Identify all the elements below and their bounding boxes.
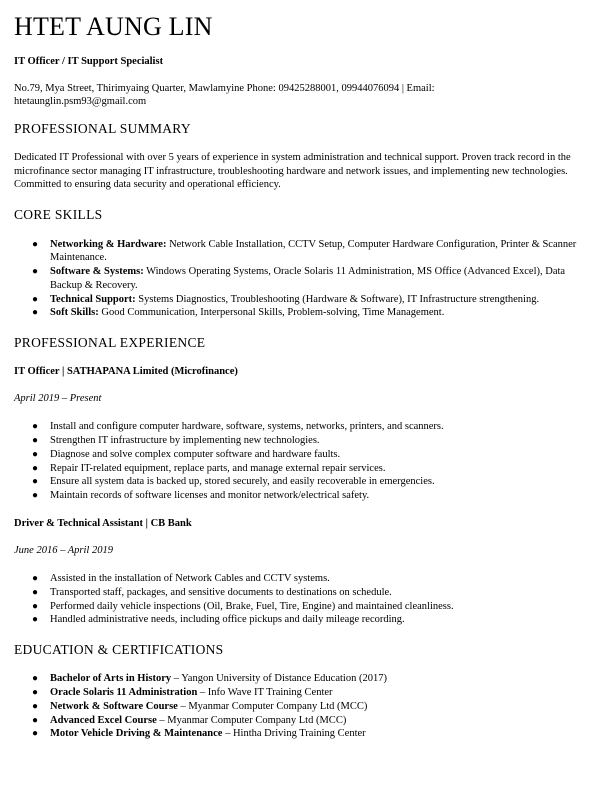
bullet-icon: ●	[32, 307, 39, 319]
credential-institution: – Yangon University of Distance Education (2017)	[171, 673, 387, 685]
list-item	[32, 686, 598, 700]
bullet-icon: ●	[32, 573, 39, 585]
bullet-icon: ●	[32, 462, 39, 474]
credential-name: Network & Software Course	[50, 700, 178, 712]
skill-label: Networking & Hardware:	[50, 238, 167, 250]
job-duties-list	[14, 572, 598, 627]
contact-line-2: htetaunglin.psm93@gmail.com	[14, 96, 147, 107]
credential-institution: – Info Wave IT Training Center	[197, 687, 333, 699]
list-item	[32, 613, 598, 627]
contact-info	[14, 82, 598, 108]
list-item	[32, 600, 598, 614]
bullet-icon: ●	[32, 700, 39, 712]
list-item	[32, 727, 598, 741]
skill-text: Good Communication, Interpersonal Skills, Problem-solving, Time Management.	[98, 307, 445, 319]
list-item	[32, 572, 598, 586]
duty-text: Maintain records of software licenses and monitor network/electrical safety.	[50, 490, 370, 502]
summary-text: Dedicated IT Professional with over 5 years of experience in system administration and technical support. Proven track record in the microfinance sector managing IT infrastructure, troubleshooting hardware and network issues, and implementing new technologies. Committed to ensuring data security and operational efficiency.	[14, 152, 571, 190]
bullet-icon: ●	[32, 673, 39, 685]
list-item	[32, 420, 598, 434]
duty-text: Handled administrative needs, including office pickups and daily mileage recording.	[50, 614, 405, 626]
job-dates: June 2016 – April 2019	[14, 545, 113, 557]
bullet-icon: ●	[32, 448, 39, 460]
duty-text: Install and configure computer hardware, software, systems, networks, printers, and scanners.	[50, 421, 444, 433]
list-item	[32, 714, 598, 728]
skill-text: Windows Operating Systems, Oracle Solaris 11 Administration, MS Office (Advanced Excel), Data Backup & Recovery.	[50, 266, 566, 291]
list-item	[32, 672, 598, 686]
contact-line-1: No.79, Mya Street, Thirimyaing Quarter, Mawlamyine Phone: 09425288001, 09944076094 | Email:	[14, 83, 435, 94]
job-title: Driver & Technical Assistant | CB Bank	[14, 518, 192, 530]
duty-text: Assisted in the installation of Network Cables and CCTV systems.	[50, 573, 330, 585]
bullet-icon: ●	[32, 600, 39, 612]
credential-name: Motor Vehicle Driving & Maintenance	[50, 728, 223, 740]
bullet-icon: ●	[32, 476, 39, 488]
credential-institution: – Hintha Driving Training Center	[222, 728, 366, 740]
experience-heading: PROFESSIONAL EXPERIENCE	[14, 335, 206, 351]
duty-text: Ensure all system data is backed up, stored securely, and easily recoverable in emergencies.	[50, 476, 435, 488]
list-item	[32, 700, 598, 714]
bullet-icon: ●	[32, 490, 39, 502]
bullet-icon: ●	[32, 586, 39, 598]
education-list	[14, 672, 598, 741]
duty-text: Repair IT-related equipment, replace parts, and manage external repair services.	[50, 462, 386, 474]
candidate-name: HTET AUNG LIN	[14, 12, 213, 41]
education-heading: EDUCATION & CERTIFICATIONS	[14, 642, 224, 658]
credential-name: Advanced Excel Course	[50, 714, 157, 726]
list-item	[32, 265, 598, 293]
duty-text: Transported staff, packages, and sensitive documents to destinations on schedule.	[50, 586, 392, 598]
list-item	[32, 489, 598, 503]
job-dates: April 2019 – Present	[14, 393, 102, 405]
summary-heading: PROFESSIONAL SUMMARY	[14, 121, 191, 136]
job-duties-list	[14, 420, 598, 503]
list-item	[32, 462, 598, 476]
list-item	[32, 293, 598, 307]
bullet-icon: ●	[32, 435, 39, 447]
credential-name: Oracle Solaris 11 Administration	[50, 687, 198, 699]
list-item	[32, 586, 598, 600]
bullet-icon: ●	[32, 421, 39, 433]
bullet-icon: ●	[32, 728, 39, 740]
skill-label: Software & Systems:	[50, 266, 144, 278]
bullet-icon: ●	[32, 293, 39, 305]
list-item	[32, 434, 598, 448]
bullet-icon: ●	[32, 238, 39, 250]
list-item	[32, 475, 598, 489]
list-item	[32, 306, 598, 320]
list-item	[32, 238, 598, 266]
duty-text: Strengthen IT infrastructure by implementing new technologies.	[50, 435, 320, 447]
bullet-icon: ●	[32, 714, 39, 726]
skill-label: Soft Skills:	[50, 307, 99, 319]
duty-text: Performed daily vehicle inspections (Oil, Brake, Fuel, Tire, Engine) and maintained cleanliness.	[50, 600, 454, 612]
skill-text: Network Cable Installation, CCTV Setup, Computer Hardware Configuration, Printer & Scanner Maintenance.	[50, 238, 577, 264]
bullet-icon: ●	[32, 266, 39, 278]
bullet-icon: ●	[32, 614, 39, 626]
skill-label: Technical Support:	[50, 293, 136, 305]
credential-institution: – Myanmar Computer Company Ltd (MCC)	[156, 714, 347, 726]
credential-name: Bachelor of Arts in History	[50, 673, 172, 685]
list-item	[32, 448, 598, 462]
skills-list	[14, 238, 598, 321]
job-title: IT Officer | SATHAPANA Limited (Microfinance)	[14, 366, 238, 378]
duty-text: Diagnose and solve complex computer software and hardware faults.	[50, 448, 341, 460]
skills-heading: CORE SKILLS	[14, 206, 103, 222]
resume-page	[14, 12, 598, 741]
skill-text: Systems Diagnostics, Troubleshooting (Hardware & Software), IT Infrastructure strengthening.	[135, 293, 540, 305]
bullet-icon: ●	[32, 687, 39, 699]
credential-institution: – Myanmar Computer Company Ltd (MCC)	[177, 700, 368, 712]
candidate-role: IT Officer / IT Support Specialist	[14, 56, 164, 67]
